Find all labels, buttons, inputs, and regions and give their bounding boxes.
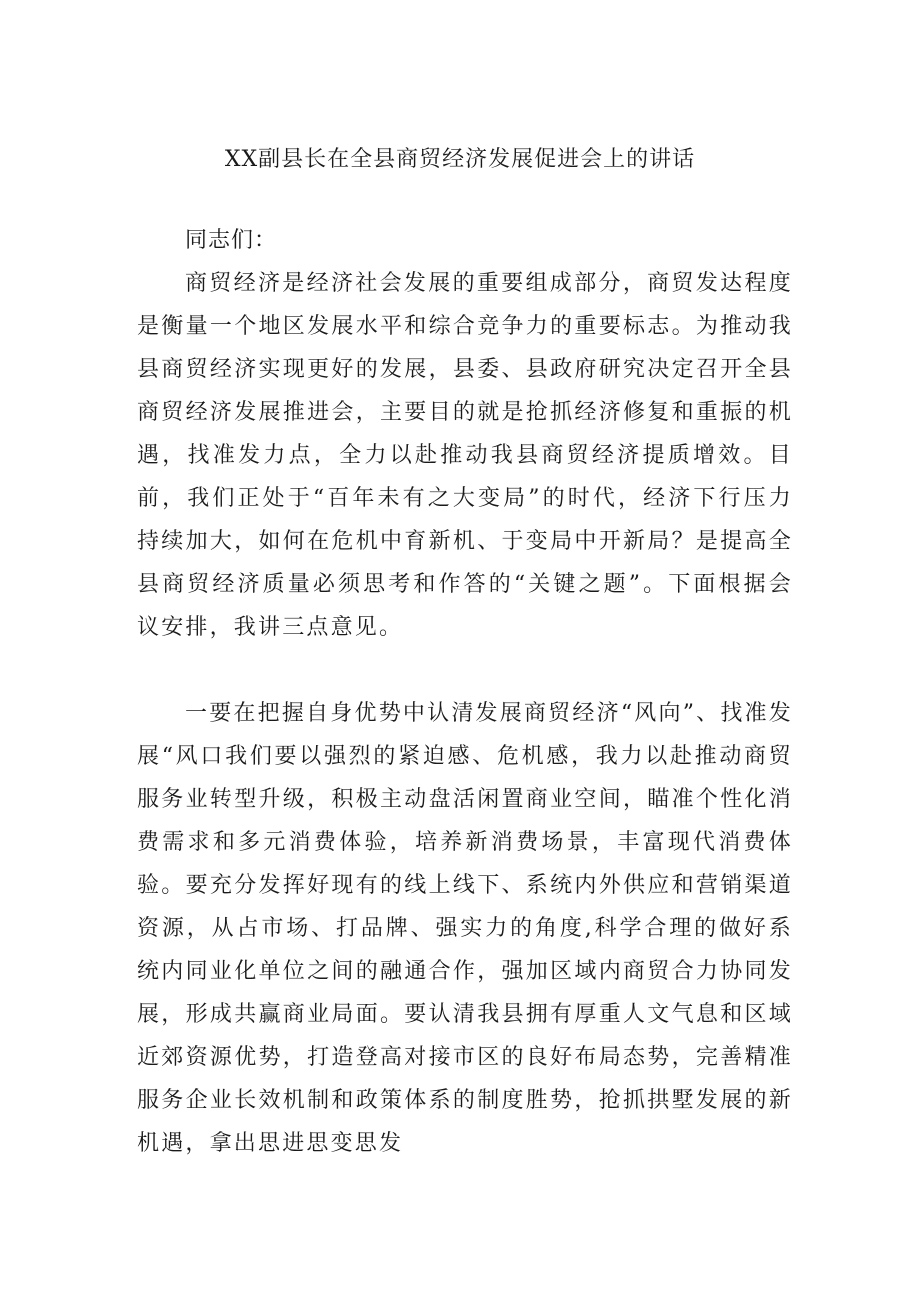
paragraph-point-one: 一要在把握自身优势中认清发展商贸经济“风向”、找准发展“风口我们要以强烈的紧迫感、危机感，我力以赴推动商贸服务业转型升级，积极主动盘活闲置商业空间，瞄准个性化消费需求和多元消费体验，培养新消费场景，丰富现代消费体验。要充分发挥好现有的线上线下、系统内外供应和营销渠道资源，从占市场、打品牌、强实力的角度,科学合理的做好系统内同业化单位之间的融通合作，强加区域内商贸合力协同发展，形成共赢商业局面。要认清我县拥有厚重人文气息和区域近郊资源优势，打造登高对接市区的良好布局态势，完善精准服务企业长效机制和政策体系的制度胜势，抢抓拱墅发展的新机遇，拿出思进思变思发 <box>137 701 793 1156</box>
document-title: XX副县长在全县商贸经济发展促进会上的讲话 <box>224 147 696 172</box>
salutation: 同志们： <box>185 228 278 253</box>
paragraph-intro: 商贸经济是经济社会发展的重要组成部分，商贸发达程度是衡量一个地区发展水平和综合竞争力的重要标志。为推动我县商贸经济实现更好的发展，县委、县政府研究决定召开全县商贸经济发展推进会，主要目的就是抢抓经济修复和重振的机遇，找准发力点，全力以赴推动我县商贸经济提质增效。目前，我们正处于“百年未有之大变局”的时代，经济下行压力持续加大，如何在危机中育新机、于变局中开新局？是提高全县商贸经济质量必须思考和作答的“关键之题”。下面根据会议安排，我讲三点意见。 <box>137 271 793 640</box>
